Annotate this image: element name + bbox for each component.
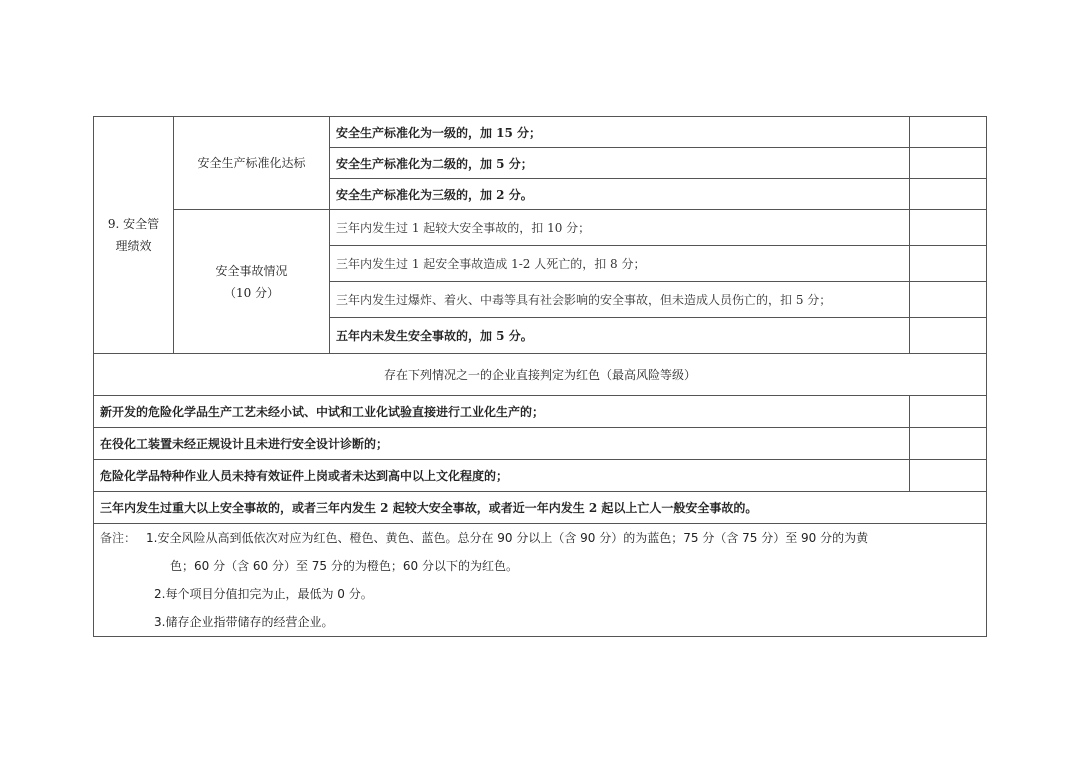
- criterion-cell: 安全生产标准化为二级的，加 5 分；: [330, 148, 910, 179]
- red-section-title: 存在下列情况之一的企业直接判定为红色（最高风险等级）: [94, 354, 987, 396]
- red-criterion-cell: 三年内发生过重大以上安全事故的，或者三年内发生 2 起较大安全事故，或者近一年内发生 2 起以上亡人一般安全事故的。: [94, 492, 987, 524]
- criterion-cell: 五年内未发生安全事故的，加 5 分。: [330, 318, 910, 354]
- table-row: [94, 210, 987, 246]
- table-row: [94, 492, 987, 524]
- notes-cell: [94, 524, 987, 637]
- score-cell[interactable]: [910, 210, 987, 246]
- subsection-name: 安全生产标准化达标: [174, 117, 330, 210]
- red-criterion-cell: 新开发的危险化学品生产工艺未经小试、中试和工业化试验直接进行工业化生产的；: [94, 396, 910, 428]
- score-cell[interactable]: [910, 117, 987, 148]
- score-cell[interactable]: [910, 246, 987, 282]
- table-row: [94, 117, 987, 148]
- subsection-score: （10 分）: [223, 285, 280, 300]
- red-criterion-cell: 危险化学品特种作业人员未持有效证件上岗或者未达到高中以上文化程度的；: [94, 460, 910, 492]
- subsection-name-cell: [174, 210, 330, 354]
- criterion-cell: 三年内发生过 1 起安全事故造成 1-2 人死亡的，扣 8 分；: [330, 246, 910, 282]
- table-row: [94, 354, 987, 396]
- criterion-cell: 安全生产标准化为三级的，加 2 分。: [330, 179, 910, 210]
- score-cell[interactable]: [910, 460, 987, 492]
- score-cell[interactable]: [910, 396, 987, 428]
- table-row: [94, 460, 987, 492]
- note-3: 3.储存企业指带储存的经营企业。: [154, 615, 334, 629]
- note-1: [100, 524, 980, 552]
- category-line-2: 理绩效: [115, 239, 152, 253]
- score-cell[interactable]: [910, 282, 987, 318]
- score-cell[interactable]: [910, 148, 987, 179]
- score-cell[interactable]: [910, 179, 987, 210]
- table-row: [94, 524, 987, 637]
- category-line-1: 9. 安全管: [107, 217, 160, 231]
- assessment-table: [93, 116, 987, 637]
- table-row: [94, 396, 987, 428]
- criterion-cell: 三年内发生过 1 起较大安全事故的，扣 10 分；: [330, 210, 910, 246]
- note-1-line-1: 1.安全风险从高到低依次对应为红色、橙色、黄色、蓝色。总分在 90 分以上（含 90 分）的为蓝色；75 分（含 75 分）至 90 分的为黄: [146, 531, 869, 545]
- red-criterion-cell: 在役化工装置未经正规设计且未进行安全设计诊断的；: [94, 428, 910, 460]
- score-cell[interactable]: [910, 428, 987, 460]
- note-1-line-2: 色；60 分（含 60 分）至 75 分的为橙色；60 分以下的为红色。: [170, 559, 518, 573]
- table-row: [94, 428, 987, 460]
- note-2: 2.每个项目分值扣完为止，最低为 0 分。: [154, 587, 373, 601]
- notes-label: 备注：: [100, 531, 137, 545]
- subsection-name: 安全事故情况: [215, 263, 288, 278]
- criterion-cell: 三年内发生过爆炸、着火、中毒等具有社会影响的安全事故，但未造成人员伤亡的，扣 5 分；: [330, 282, 910, 318]
- category-cell: [94, 117, 174, 354]
- score-cell[interactable]: [910, 318, 987, 354]
- criterion-cell: 安全生产标准化为一级的，加 15 分；: [330, 117, 910, 148]
